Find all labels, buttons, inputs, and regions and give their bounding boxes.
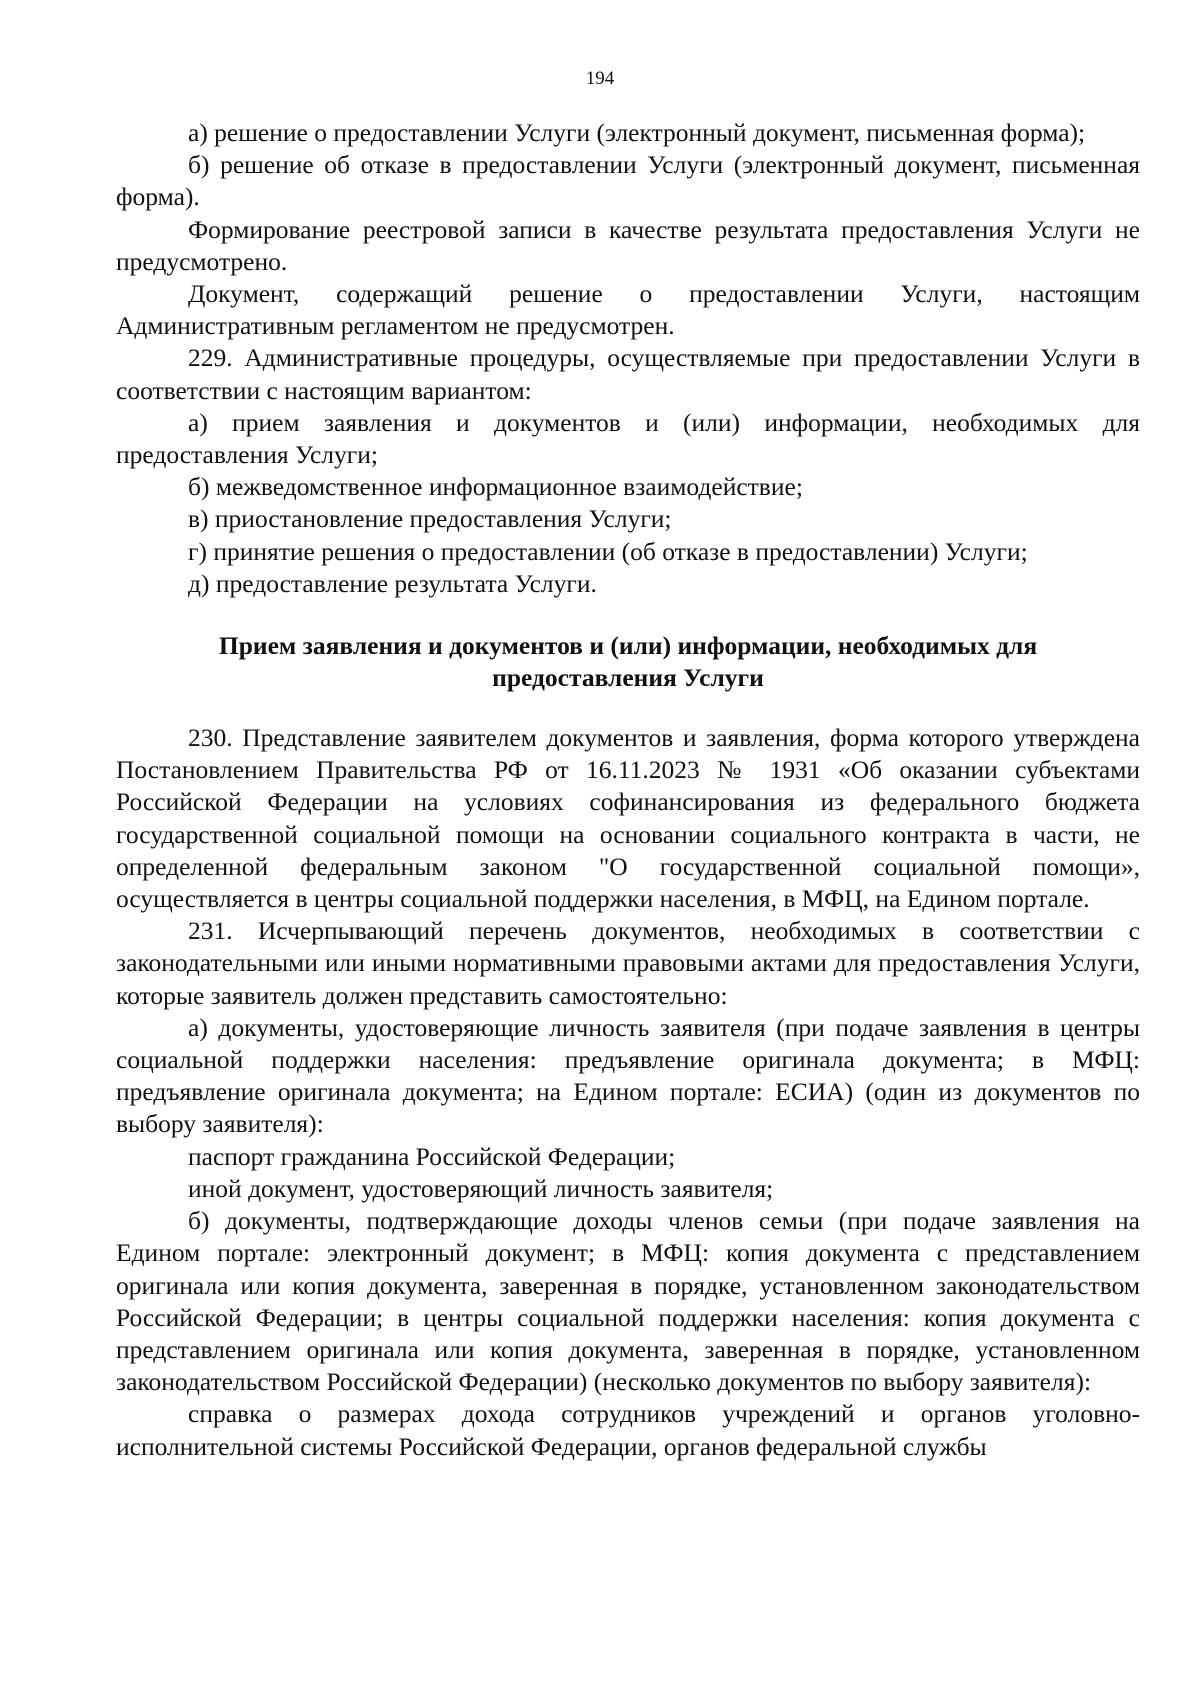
paragraph: 230. Представление заявителем документов и заявления, форма которого утверждена Постановлением Правительства РФ от 16.11.2023 № 1931 «Об оказании субъектами Российской Федерации на условиях софинансирования из федерального бюджета государственной социальной помощи на основании социального контракта в части, не определенной федеральным законом "О государственной социальной помощи», осуществляется в центры социальной поддержки населения, в МФЦ, на Едином портале.	[116, 723, 1140, 914]
paragraph: справка о размерах дохода сотрудников учреждений и органов уголовно-исполнительной системы Российской Федерации, органов федеральной службы	[116, 1399, 1140, 1461]
paragraph: б) межведомственное информационное взаимодействие;	[188, 472, 803, 502]
page-number: 194	[585, 68, 615, 89]
paragraph: Формирование реестровой записи в качестве результата предоставления Услуги не предусмотрено.	[116, 214, 1140, 276]
paragraph: в) приостановление предоставления Услуги;	[188, 504, 672, 534]
paragraph: б) документы, подтверждающие доходы членов семьи (при подаче заявления на Едином портале: электронный документ; в МФЦ: копия документа с представлением оригинала или копия документа, заверенная в порядке, установленном законодательством Российской Федерации; в центры социальной поддержки населения: копия документа с представлением оригинала или копия документа, заверенная в порядке, установленном законодательством Российской Федерации) (несколько документов по выбору заявителя):	[116, 1206, 1140, 1397]
paragraph: д) предоставление результата Услуги.	[188, 568, 597, 598]
paragraph: а) документы, удостоверяющие личность заявителя (при подаче заявления в центры социальной поддержки населения: предъявление оригинала документа; в МФЦ: предъявление оригинала документа; на Едином портале: ЕСИА) (один из документов по выбору заявителя):	[116, 1012, 1140, 1139]
paragraph: иной документ, удостоверяющий личность заявителя;	[188, 1173, 774, 1203]
paragraph: г) принятие решения о предоставлении (об отказе в предоставлении) Услуги;	[188, 536, 1028, 566]
paragraph: 231. Исчерпывающий перечень документов, необходимых в соответствии с законодательными или иными нормативными правовыми актами для предоставления Услуги, которые заявитель должен представить самостоятельно:	[116, 916, 1140, 1010]
paragraph: а) прием заявления и документов и (или) информации, необходимых для предоставления Услуги;	[116, 407, 1140, 470]
paragraph: Документ, содержащий решение о предоставлении Услуги, настоящим Административным регламентом не предусмотрен.	[116, 279, 1140, 341]
document-body	[116, 117, 1140, 1463]
paragraph: а) решение о предоставлении Услуги (электронный документ, письменная форма);	[188, 118, 1086, 147]
paragraph: паспорт гражданина Российской Федерации;	[188, 1141, 676, 1171]
paragraph: б) решение об отказе в предоставлении Услуги (электронный документ, письменная форма).	[116, 150, 1140, 212]
section-heading: Прием заявления и документов и (или) информации, необходимых для предоставления Услуги	[218, 631, 1038, 693]
paragraph: 229. Административные процедуры, осуществляемые при предоставлении Услуги в соответствии с настоящим вариантом:	[116, 343, 1140, 405]
